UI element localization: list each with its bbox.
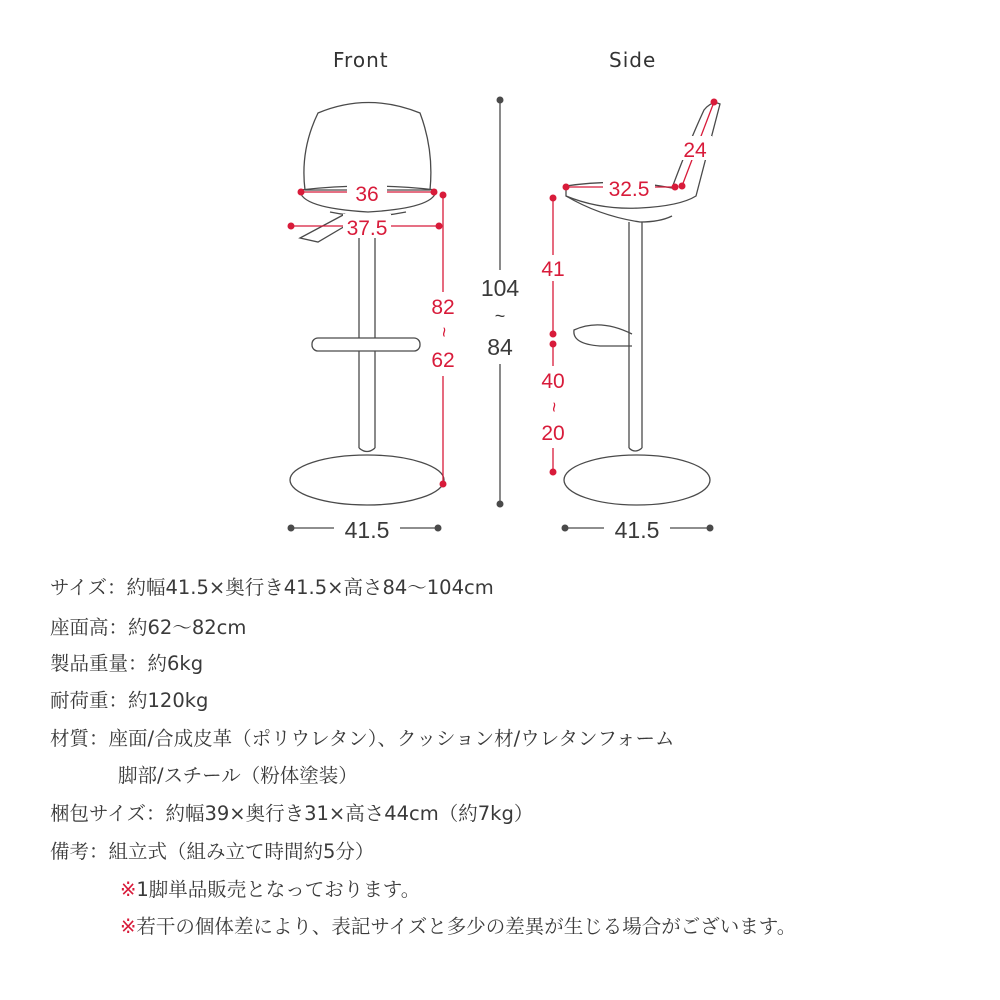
side-footrest-height-max-label: 40 xyxy=(541,370,565,393)
total-height-range-mark: ~ xyxy=(494,306,506,326)
spec-package-size: 梱包サイズ：約幅39×奥行き31×高さ44cm（約7kg） xyxy=(50,802,534,825)
spec-seat-height: 座面高：約62〜82cm xyxy=(50,616,247,639)
dim-end-dot xyxy=(440,481,447,488)
total-height-min-label: 84 xyxy=(487,334,513,360)
dim-end-dot xyxy=(562,525,569,532)
view-label-front: Front xyxy=(333,48,389,72)
side-seat-to-footrest-dim xyxy=(535,195,571,338)
view-label-side: Side xyxy=(609,48,657,72)
dim-end-dot xyxy=(497,97,504,104)
dim-end-dot xyxy=(288,525,295,532)
front-seat-height-max-label: 82 xyxy=(431,296,455,319)
dim-end-dot xyxy=(550,331,557,338)
front-seat-height-range-mark: ~ xyxy=(434,326,454,338)
front-base-width-label: 41.5 xyxy=(344,517,390,543)
dim-end-dot xyxy=(711,99,718,106)
spec-material-legs: 脚部/スチール（粉体塗装） xyxy=(118,764,358,787)
side-footrest-height-min-label: 20 xyxy=(541,422,565,445)
dim-end-dot xyxy=(431,189,438,196)
total-height-dim xyxy=(474,97,526,508)
front-seat-width-label: 36 xyxy=(355,183,379,206)
front-seat-height-dim xyxy=(422,192,462,488)
note-mark: ※ xyxy=(120,878,137,901)
side-seat-depth-dim xyxy=(563,175,679,201)
spec-note-single-sale xyxy=(120,874,420,902)
dim-end-dot xyxy=(440,192,447,199)
side-base-width-dim xyxy=(562,517,714,543)
dim-end-dot xyxy=(563,184,570,191)
dim-end-dot xyxy=(298,189,305,196)
front-seat-width-dim xyxy=(298,180,438,206)
dim-end-dot xyxy=(550,341,557,348)
dim-end-dot xyxy=(679,183,686,190)
dim-end-dot xyxy=(550,195,557,202)
side-back-height-label: 24 xyxy=(683,139,707,162)
side-footrest-height-dim xyxy=(533,341,573,476)
spec-size: サイズ：約幅41.5×奥行き41.5×高さ84〜104cm xyxy=(50,576,494,599)
front-base-width-dim xyxy=(288,517,442,543)
total-height-max-label: 104 xyxy=(480,275,520,301)
spec-material: 材質：座面/合成皮革（ポリウレタン）、クッション材/ウレタンフォーム xyxy=(50,727,675,750)
dim-end-dot xyxy=(288,223,295,230)
front-chair-drawing xyxy=(290,103,444,506)
front-overall-width-dim xyxy=(288,214,443,240)
side-seat-to-footrest-label: 41 xyxy=(541,258,565,281)
dim-end-dot xyxy=(550,469,557,476)
note-mark: ※ xyxy=(120,915,137,938)
spec-note-variance xyxy=(120,911,796,939)
side-base-width-label: 41.5 xyxy=(614,517,660,543)
dim-end-dot xyxy=(672,184,679,191)
spec-load-capacity: 耐荷重：約120kg xyxy=(50,689,209,712)
front-seat-height-min-label: 62 xyxy=(431,349,455,372)
dim-end-dot xyxy=(435,525,442,532)
side-chair-drawing xyxy=(564,103,720,505)
note-text: 1脚単品販売となっております。 xyxy=(136,878,421,901)
spec-notes: 備考：組立式（組み立て時間約5分） xyxy=(50,840,375,863)
dim-end-dot xyxy=(707,525,714,532)
side-back-height-dim xyxy=(679,99,718,190)
dim-end-dot xyxy=(497,501,504,508)
side-seat-depth-label: 32.5 xyxy=(608,178,650,201)
front-overall-width-label: 37.5 xyxy=(346,217,388,240)
spec-weight: 製品重量：約6kg xyxy=(50,652,204,675)
note-text: 若干の個体差により、表記サイズと多少の差異が生じる場合がございます。 xyxy=(136,915,797,938)
dim-end-dot xyxy=(436,223,443,230)
side-footrest-range-mark: ~ xyxy=(544,401,564,413)
